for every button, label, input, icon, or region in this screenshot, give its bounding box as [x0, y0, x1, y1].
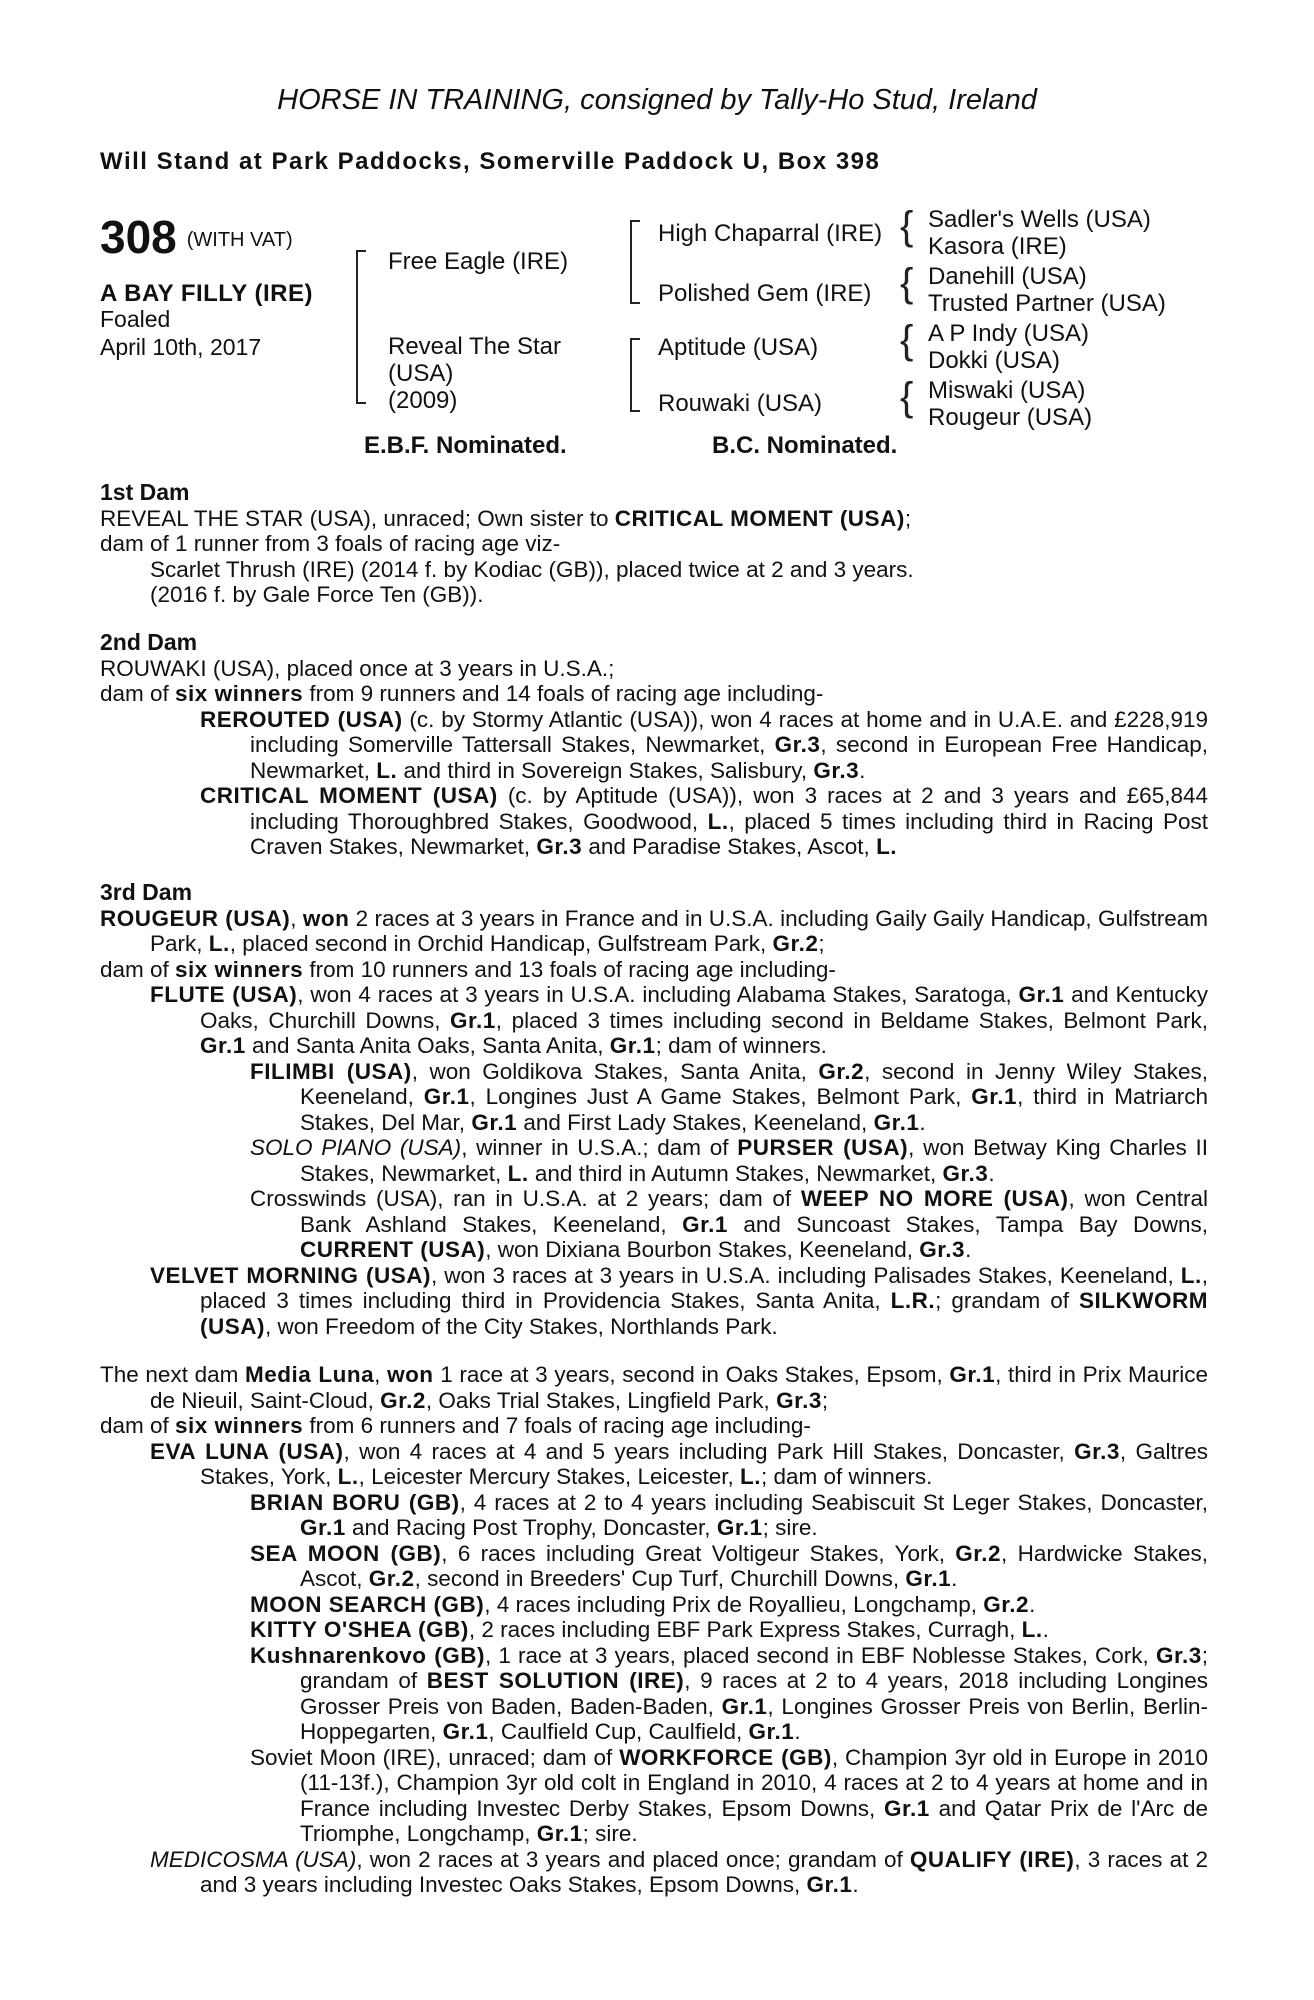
ebf-nominated: E.B.F. Nominated.	[364, 432, 567, 459]
produce-entry: EVA LUNA (USA), won 4 races at 4 and 5 years including Park Hill Stakes, Doncaster, Gr.3, Galtres Stakes, York, L., Leicester Mercury Stakes, Leicester, L.; dam of winners.	[150, 1438, 1208, 1489]
dam-description: REVEAL THE STAR (USA), unraced; Own sister to CRITICAL MOMENT (USA);	[100, 505, 912, 531]
foaled-label: Foaled	[100, 306, 171, 332]
produce-summary: dam of six winners from 10 runners and 13 foals of racing age including-	[100, 956, 836, 982]
second-dam-section	[100, 630, 1208, 860]
ggs-8: Rougeur (USA)	[928, 404, 1093, 431]
horse-name: A BAY FILLY (IRE)	[100, 280, 313, 307]
section-heading: 1st Dam	[100, 479, 190, 505]
foaled-date: April 10th, 2017	[100, 334, 262, 360]
produce-entry: KITTY O'SHEA (GB), 2 races including EBF Park Express Stakes, Curragh, L..	[250, 1617, 1049, 1642]
bracket-g12: {	[900, 204, 914, 248]
next-dam-section	[100, 1362, 1208, 1898]
produce-summary: dam of six winners from 6 runners and 7 foals of racing age including-	[100, 1413, 811, 1438]
produce-entry: MOON SEARCH (GB), 4 races including Prix de Royallieu, Longchamp, Gr.2.	[250, 1591, 1036, 1617]
dam-line2: (USA)	[388, 360, 454, 387]
ggs-5: A P Indy (USA)	[928, 320, 1089, 347]
ggs-6: Dokki (USA)	[928, 347, 1061, 374]
produce-entry: FLUTE (USA), won 4 races at 3 years in U.S.A. including Alabama Stakes, Saratoga, Gr.1 and Kentucky Oaks, Churchill Downs, Gr.1, placed 3 times including second in Beldame Stakes, Belmont Park, Gr.1 and Santa Anita Oaks, Santa Anita, Gr.1; dam of winners.	[150, 982, 1209, 1058]
third-dam-section	[100, 880, 1208, 1339]
produce-entry: Soviet Moon (IRE), unraced; dam of WORKFORCE (GB), Champion 3yr old in Europe in 2010 (11-13f.), Champion 3yr old colt in England in 2010, 4 races at 2 to 4 years at home and in France including Investec Derby Stakes, Epsom Downs, Gr.1 and Qatar Prix de l'Arc de Triomphe, Longchamp, Gr.1; sire.	[250, 1744, 1209, 1846]
produce-entry: Crosswinds (USA), ran in U.S.A. at 2 years; dam of WEEP NO MORE (USA), won Central Bank Ashland Stakes, Keeneland, Gr.1 and Suncoast Stakes, Tampa Bay Downs, CURRENT (USA), won Dixiana Bourbon Stakes, Keeneland, Gr.3.	[250, 1186, 1208, 1262]
dam-line1: Reveal The Star	[388, 333, 561, 360]
dam-description: ROUWAKI (USA), placed once at 3 years in U.S.A.;	[100, 655, 615, 681]
dam-dam: Rouwaki (USA)	[658, 390, 823, 417]
dam-line3: (2009)	[388, 387, 458, 414]
produce-summary: dam of six winners from 9 runners and 14 foals of racing age including-	[100, 681, 824, 706]
produce-entry: Scarlet Thrush (IRE) (2014 f. by Kodiac (GB)), placed twice at 2 and 3 years.	[150, 556, 914, 582]
produce-entry: SOLO PIANO (USA), winner in U.S.A.; dam of PURSER (USA), won Betway King Charles II Stakes, Newmarket, L. and third in Autumn Stakes, Newmarket, Gr.3.	[250, 1135, 1208, 1186]
ggs-1: Sadler's Wells (USA)	[928, 206, 1151, 233]
first-dam-section	[100, 480, 1208, 608]
bc-nominated: B.C. Nominated.	[712, 432, 898, 459]
dam-description: ROUGEUR (USA), won 2 races at 3 years in France and in U.S.A. including Gaily Gaily Handicap, Gulfstream Park, L., placed second in Orchid Handicap, Gulfstream Park, Gr.2;	[100, 905, 1208, 956]
sire: Free Eagle (IRE)	[388, 248, 569, 275]
ggs-2: Kasora (IRE)	[928, 233, 1067, 260]
produce-entry: Kushnarenkovo (GB), 1 race at 3 years, placed second in EBF Noblesse Stakes, Cork, Gr.3; grandam of BEST SOLUTION (IRE), 9 races at 2 to 4 years, 2018 including Longines Grosser Preis von Baden, Baden-Baden, Gr.1, Longines Grosser Preis von Berlin, Berlin-Hoppegarten, Gr.1, Caulfield Cup, Caulfield, Gr.1.	[250, 1642, 1208, 1744]
produce-summary: dam of 1 runner from 3 foals of racing age viz-	[100, 531, 561, 556]
section-heading: 2nd Dam	[100, 629, 198, 655]
pedigree-bracket-main	[356, 250, 366, 404]
vat-note: (WITH VAT)	[186, 229, 293, 252]
produce-entry: FILIMBI (USA), won Goldikova Stakes, Santa Anita, Gr.2, second in Jenny Wiley Stakes, Keeneland, Gr.1, Longines Just A Game Stakes, Belmont Park, Gr.1, third in Matriarch Stakes, Del Mar, Gr.1 and First Lady Stakes, Keeneland, Gr.1.	[250, 1058, 1208, 1135]
dam-description: The next dam Media Luna, won 1 race at 3 years, second in Oaks Stakes, Epsom, Gr.1, third in Prix Maurice de Nieuil, Saint-Cloud, Gr.2, Oaks Trial Stakes, Lingfield Park, Gr.3;	[100, 1362, 1208, 1413]
pedigree-bracket-dam	[630, 338, 640, 412]
bracket-g34: {	[900, 261, 914, 305]
lot-number-value: 308	[100, 211, 177, 263]
produce-entry: BRIAN BORU (GB), 4 races at 2 to 4 years including Seabiscuit St Leger Stakes, Doncaster, Gr.1 and Racing Post Trophy, Doncaster, Gr.1; sire.	[250, 1489, 1209, 1540]
dam-sire: Aptitude (USA)	[658, 334, 819, 361]
bracket-g56: {	[900, 318, 914, 362]
stand-location: Will Stand at Park Paddocks, Somerville Paddock U, Box 398	[100, 148, 881, 175]
sire-sire: High Chaparral (IRE)	[658, 220, 883, 247]
produce-entry: CRITICAL MOMENT (USA) (c. by Aptitude (USA)), won 3 races at 2 and 3 years and £65,844 including Thoroughbred Stakes, Goodwood, L., placed 5 times including third in Racing Post Craven Stakes, Newmarket, Gr.3 and Paradise Stakes, Ascot, L.	[200, 783, 1209, 859]
ggs-4: Trusted Partner (USA)	[928, 290, 1166, 317]
ggs-7: Miswaki (USA)	[928, 377, 1086, 404]
section-heading: 3rd Dam	[100, 879, 193, 905]
lot-number	[100, 210, 293, 264]
produce-entry: VELVET MORNING (USA), won 3 races at 3 years in U.S.A. including Palisades Stakes, Keeneland, L., placed 3 times including third in Providencia Stakes, Santa Anita, L.R.; grandam of SILKWORM (USA), won Freedom of the City Stakes, Northlands Park.	[150, 1262, 1209, 1339]
ggs-3: Danehill (USA)	[928, 263, 1087, 290]
produce-entry: (2016 f. by Gale Force Ten (GB)).	[150, 582, 484, 607]
pedigree-bracket-sire	[630, 220, 640, 304]
produce-entry: SEA MOON (GB), 6 races including Great Voltigeur Stakes, York, Gr.2, Hardwicke Stakes, Ascot, Gr.2, second in Breeders' Cup Turf, Churchill Downs, Gr.1.	[250, 1540, 1208, 1591]
bracket-g78: {	[900, 375, 914, 419]
sire-dam: Polished Gem (IRE)	[658, 280, 872, 307]
page-title: HORSE IN TRAINING, consigned by Tally-Ho Stud, Ireland	[277, 84, 1037, 116]
produce-entry: REROUTED (USA) (c. by Stormy Atlantic (USA)), won 4 races at home and in U.A.E. and £228,919 including Somerville Tattersall Stakes, Newmarket, Gr.3, second in European Free Handicap, Newmarket, L. and third in Sovereign Stakes, Salisbury, Gr.3.	[200, 706, 1208, 783]
produce-entry: MEDICOSMA (USA), won 2 races at 3 years and placed once; grandam of QUALIFY (IRE), 3 races at 2 and 3 years including Investec Oaks Stakes, Epsom Downs, Gr.1.	[150, 1846, 1208, 1897]
